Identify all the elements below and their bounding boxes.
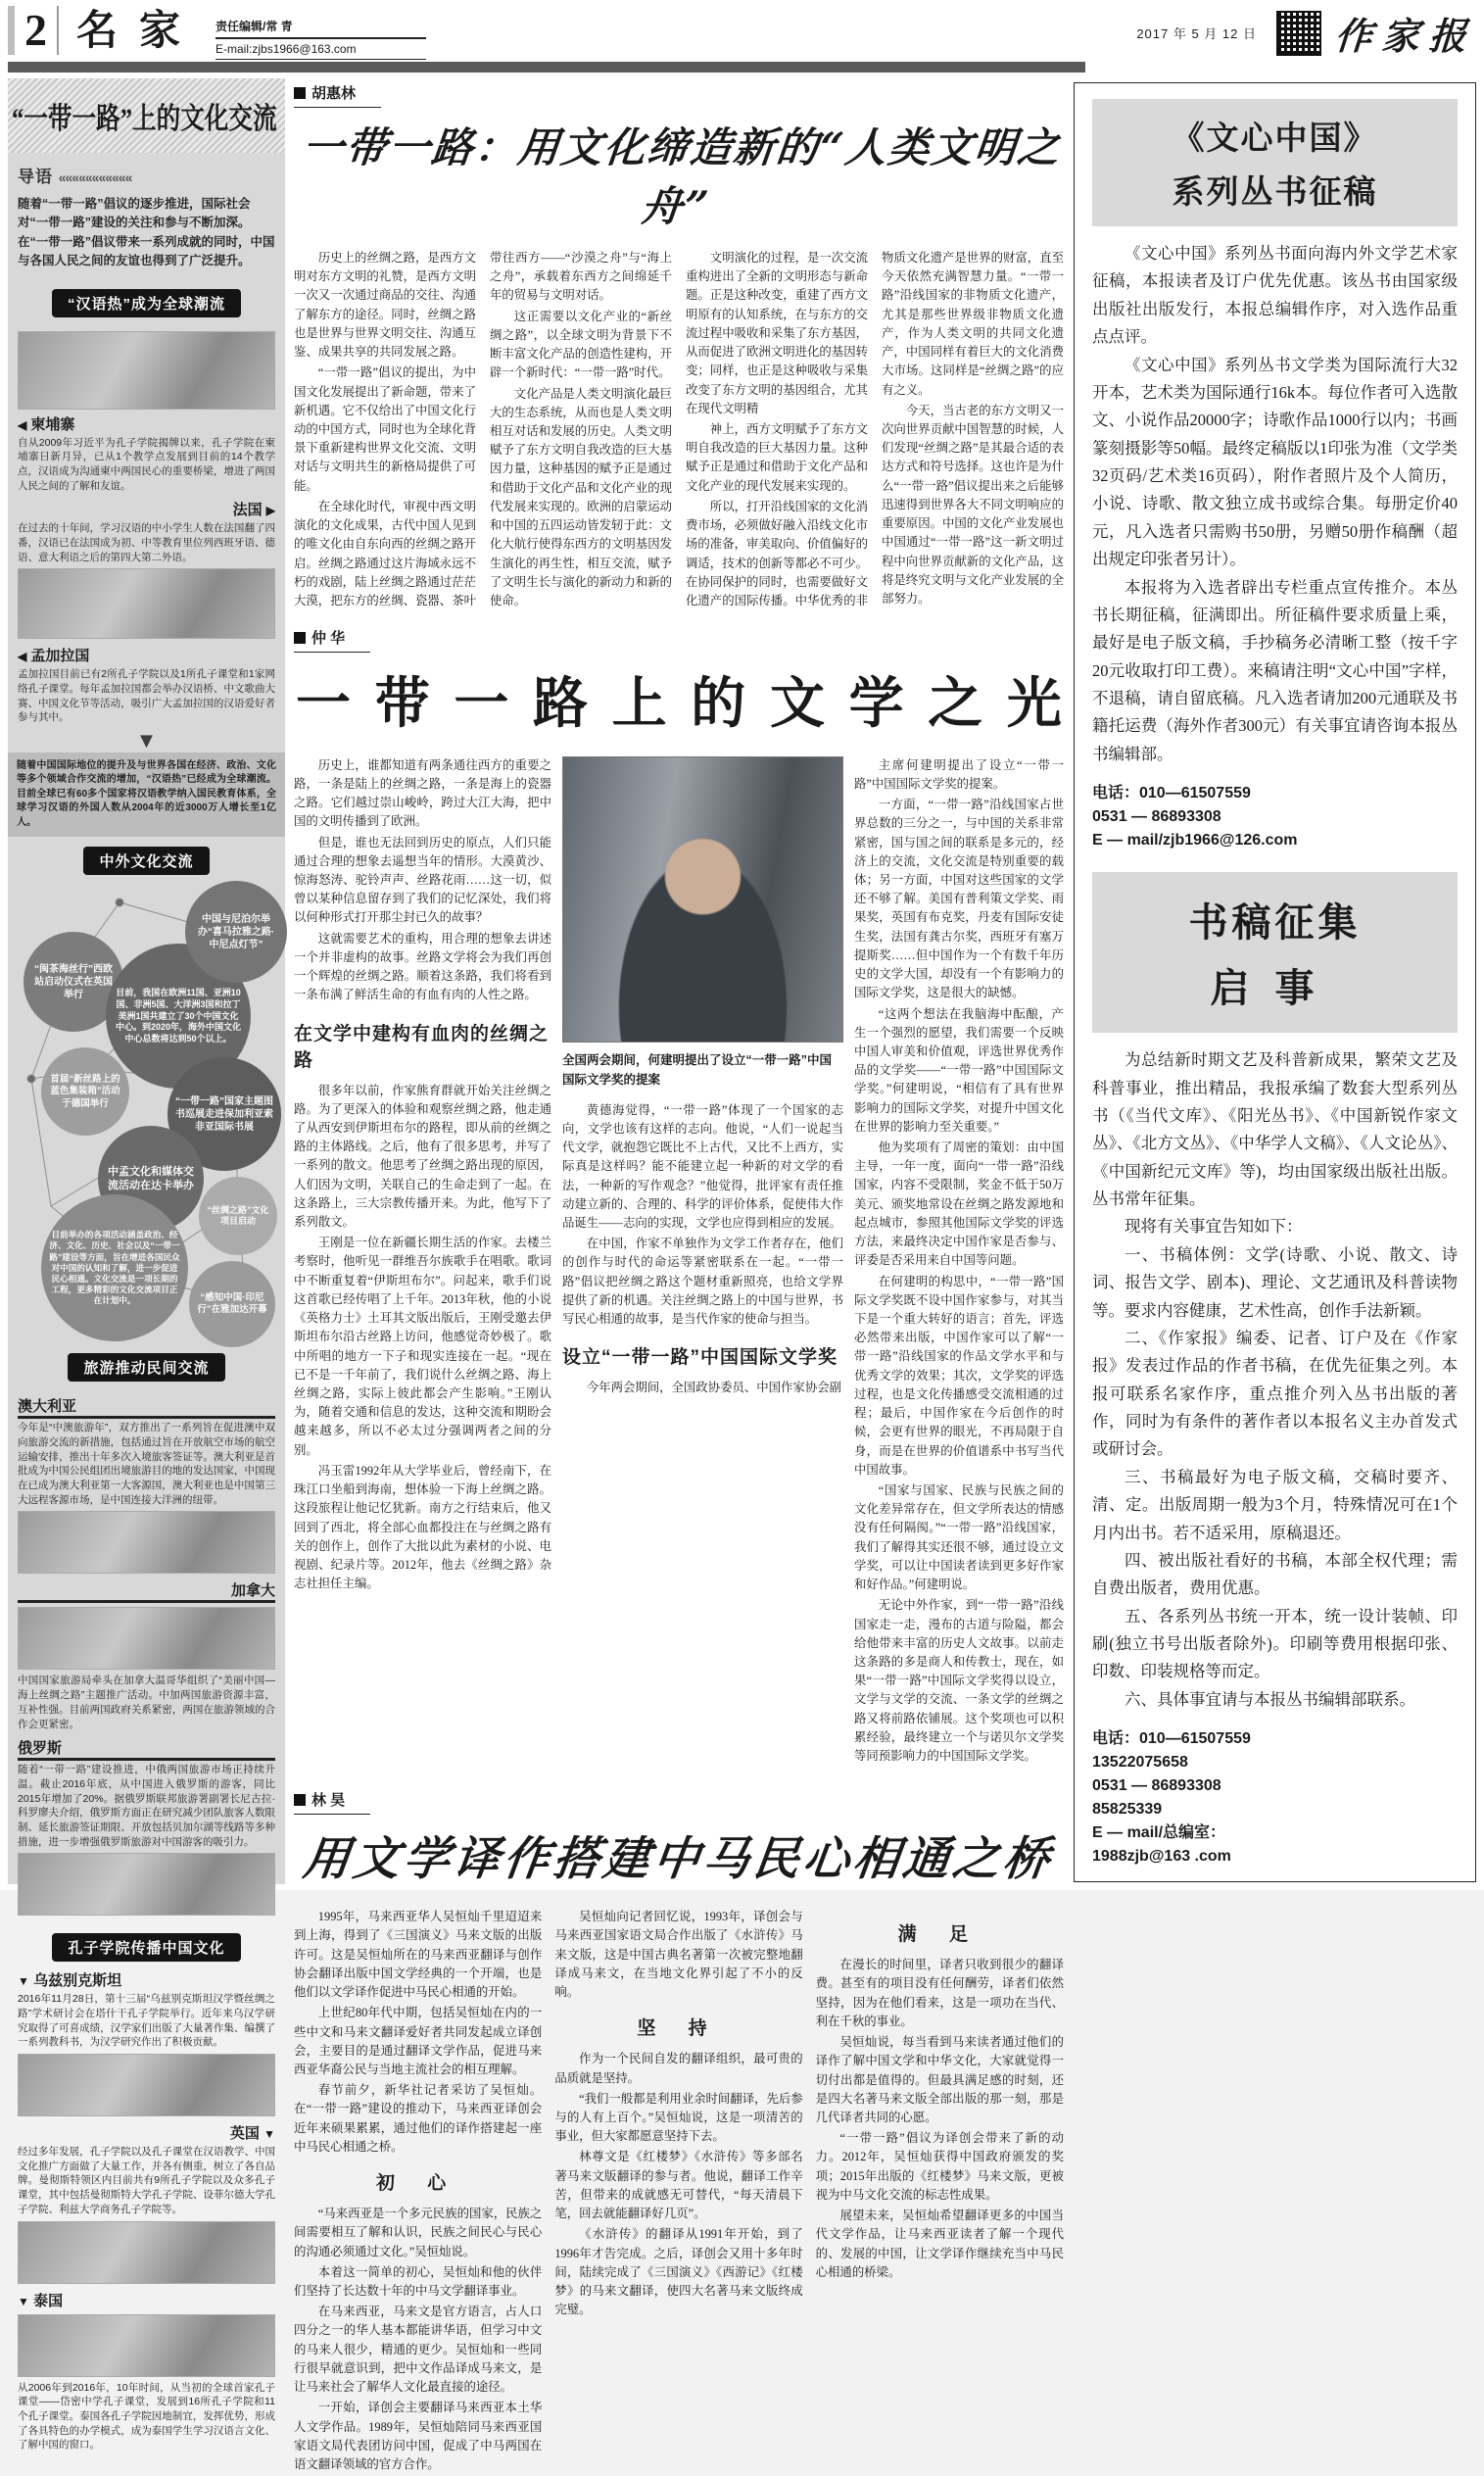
publish-date: 2017 年 5 月 12 日	[1136, 26, 1257, 41]
uzbekistan-text: 2016年11月28日，第十三届“乌兹别克斯坦汉学暨丝绸之路”学术研讨会在塔什干孔子学院举行。近年来乌汉学研究取得了可喜成绩，汉学家们出版了大量著作集、编撰了一系列教科书，为汉学研究作出了积极贡献。	[18, 1993, 275, 2049]
paragraph: “一带一路”倡议为译创会带来了新的动力。2012年，吴恒灿获得中国政府颁发的奖项；2015年出版的《红楼梦》马来文版，更被视为中马文化交流的标志性成果。	[815, 2131, 1064, 2202]
col1-body	[294, 2205, 542, 2474]
paragraph: 为总结新时期文艺及科普新成果，繁荣文艺及科普事业，推出精品，我报承编了数套大型系列丛书（《当代文库》、《阳光丛书》、《中国新锐作家文丛》、《北方文丛》、《中华学人文稿》、《人文论丛》、《中国新纪元文库》等)，均由国家级出版社出版。丛书常年征集。	[1092, 1050, 1458, 1208]
paragraph: 四、被出版社看好的书稿，本部全权代理；需自费出版者，费用优惠。	[1092, 1550, 1458, 1598]
bubble-min-tea: “闽茶海丝行”西欧站启动仪式在英国举行	[24, 932, 123, 1032]
country-russia: 俄罗斯	[18, 1737, 275, 1761]
uk-entry	[18, 2122, 275, 2283]
notice1-contact	[1092, 782, 1458, 852]
paragraph: 展望未来，吴恒灿希望翻译更多的中国当代文学作品，让马来西亚读者了解一个现代的、发展的中国，让文学译作继续充当中马民心相通的桥梁。	[815, 2209, 1064, 2279]
byline-hu-huilin	[294, 82, 381, 108]
confucius-section	[8, 1969, 285, 2452]
country-bangladesh	[18, 645, 275, 665]
article2-col3	[854, 756, 1064, 1769]
paragraph: 他为奖项有了周密的策划：由中国主导，一年一度，面向“一带一路”沿线国家，内容不受限制，奖金不低于50万美元、颁奖地常设在丝绸之路发源地和起点城市，参照其他国际文学奖的评选方法，来最终决定中国作家是否参与、评委是否采用来自中国等问题。	[854, 1141, 1064, 1268]
paragraph: 林尊文是《红楼梦》《水浒传》等多部名著马来文版翻译的参与者。他说，翻译工作辛苦，但带来的成就感无可替代，“每天清晨下笔，回去就能翻译好几页”。	[554, 2150, 803, 2221]
photo-cambodia-classroom	[18, 331, 275, 410]
header-left	[8, 6, 426, 60]
section-pill-chinese-fever: “汉语热”成为全球潮流	[52, 289, 241, 317]
headline-char: 一	[296, 671, 351, 734]
section-pill-confucius: 孔子学院传播中国文化	[52, 1933, 240, 1962]
paragraph: 文化产品是人类文明演化最巨大的生态系统，从而也是人类文明相互对话和发展的历史。人类文明赋予了东方文明自我改造的巨大基因力量，这种基因的赋予正是通过和借助于文化产品和文化产业的现代发展来实现的。欧洲的启蒙运动和中国的五四运动皆发轫于此：文化大航行使得东西方的文明基因发生演化的再生性，相互交流，赋予了文明生长与演化的新动力和新的使命。	[490, 386, 672, 607]
paragraph: 神上，西方文明赋予了东方文明自我改造的巨大基因力量。这种赋予正是通过和借助于文化产品和文化产业的现代发展来实现的。	[686, 421, 868, 493]
photo-uk-parliament	[18, 2221, 275, 2284]
col2-intro	[554, 1908, 802, 2002]
tourism-section	[8, 1389, 285, 1923]
qr-code-icon	[1276, 11, 1321, 56]
paragraph: “我们一般都是利用业余时间翻译，先后参与的人有上百个。”吴恒灿说，这是一项清苦的事业，但大家都愿意坚持下去。	[554, 2091, 803, 2144]
summary-band: 随着中国国际地位的提升及与世界各国在经济、政治、文化等多个领域合作交流的增加，“汉语热”已经成为全球潮流。目前全球已有60多个国家将汉语教学纳入国民教育体系，全球学习汉语的外国人数从2004年的近3000万人增长至1亿人。	[8, 753, 285, 838]
notice2-body	[1092, 1046, 1458, 1714]
paragraph: 一、书稿体例：文学(诗歌、小说、散文、诗词、报告文学、剧本)、理论、文艺通讯及科普读物等。要求内容健康，艺术性高，创作手法新颖。	[1092, 1244, 1458, 1320]
exchange-bubble-map	[12, 883, 281, 1343]
paragraph: 春节前夕，新华社记者采访了吴恒灿。在“一带一路”建设的推动下，马来西亚译创会近年来硕果累累，通过他们的译作搭建起一座中马民心相通之桥。	[294, 2083, 543, 2154]
paragraph: 历史上的丝绸之路，是西方文明对东方文明的礼赞，是西方文明一次又一次通过商品的交往、沟通了解东方的途径。同时，丝绸之路也是世界与世界文明交往、沟通互鉴、成果共享的共同发展之路。	[294, 251, 476, 360]
country-name: 孟加拉国	[30, 648, 90, 665]
editor-email: E-mail:zjbs1966@163.com	[215, 39, 426, 60]
headline-char: 路	[532, 671, 588, 734]
notice2-title-box	[1092, 872, 1458, 1033]
byline-lin-hao	[294, 1789, 370, 1815]
headline-char: 的	[691, 671, 746, 734]
paragraph: 五、各系列丛书统一开本，统一设计装帧、印刷(独立书号出版者除外)。印刷等费用根据印张、印数、印装规格等而定。	[1092, 1606, 1458, 1681]
bubble-silkroad-project: “丝绸之路”文化项目启动	[199, 1177, 277, 1255]
col2-part-a	[562, 1101, 843, 1330]
bangladesh-entry	[18, 645, 275, 725]
down-arrow-icon: ▼	[18, 2294, 29, 2308]
left-arrow-icon: ◀	[18, 417, 27, 432]
paragraph: 但是，谁也无法回到历史的原点，人们只能通过合理的想象去遥想当年的情形。大漠黄沙、惊海怒涛、驼铃声声、丝路花雨……这一切，似曾以某种信息留存到了我们的记忆深处，我们将以何种形式打开那尘封已久的故事？	[294, 835, 551, 925]
paragraph: 0531 — 86893308	[1092, 1777, 1221, 1795]
editor-name: 责任编辑/常 青	[215, 18, 426, 39]
paragraph: 13522075658	[1092, 1754, 1188, 1772]
australia-entry	[18, 1395, 275, 1574]
russia-entry	[18, 1737, 275, 1916]
article2-headline	[296, 660, 1062, 739]
photo-canada-vancouver	[18, 1607, 275, 1670]
paragraph: 现将有关事宜告知如下：	[1125, 1217, 1303, 1237]
paragraph: 冯玉雷1992年从大学毕业后，曾经南下，在珠江口坐船到海南，想体验一下海上丝绸之路。这段旅程让他记忆犹新。南方之行结束后，他又回到了西北，将全部心血都投注在与丝绸之路有关的创作上，创作了大批以此为素材的小说、电视剧、纪录片等。2012年，他去《丝绸之路》杂志社担任主编。	[294, 1463, 551, 1591]
bubble-book-tour: “一带一路”国家主题图书巡展走进保加利亚索非亚国际书展	[168, 1057, 281, 1171]
article2-subhead2: 设立“一带一路”中国国际文学奖	[562, 1347, 838, 1369]
notice2-title-line1: 书稿征集	[1188, 900, 1362, 946]
paragraph: 本报将为入选者辟出专栏重点宣传推介。本丛书长期征稿，征满即出。所征稿件要求质量上乘，最好是电子版文稿，手抄稿务必清晰工整（按千字20元收取打印工费）。来稿请注明“文心中国”字样，不退稿，请自留底稿。凡入选者请加200元通联及书籍托运费（海外作者300元）有关事宜请咨询本报丛书编辑部。	[1092, 577, 1458, 763]
col1-intro	[294, 1908, 542, 2157]
notice2-contact	[1092, 1727, 1458, 1869]
article3-col2	[554, 1908, 802, 2476]
headline-char: 一	[454, 671, 509, 734]
article1-headline: 一带一路：用文化缔造新的“人类文明之舟”	[300, 123, 1064, 230]
article3-subhead-jianchi: 坚 持	[637, 2018, 721, 2040]
headline-char: 学	[848, 671, 904, 734]
page-number: 2	[21, 6, 59, 55]
paragraph: 很多年以前，作家熊育群就开始关注丝绸之路。为了更深入的体验和观察丝绸之路，他走通了从西安到伊斯坦布尔的路程，即从前的丝绸之路的主体路线。之后，他有了很多思考，并写了一系列的散文。他思考了丝绸之路出现的原因，人们因为文明，关联自己的生命走到了一起。在这条路上，三大宗教传播开来。为此，他写下了系列散文。	[294, 1083, 551, 1230]
paragraph: 六、具体事宜请与本报丛书编辑部联系。	[1125, 1689, 1415, 1709]
lead-arrows-icon: «««««««««««	[58, 170, 132, 185]
country-france	[18, 499, 275, 519]
bangladesh-text: 孟加拉国目前已有2所孔子学院以及1所孔子课堂和1家网络孔子课堂。每年孟加拉国都会举办汉语桥、中文歌曲大赛、中国文化节等活动，吸引广大孟加拉国的汉语爱好者参与其中。	[18, 668, 275, 724]
paragraph: 电话：010—61507559	[1092, 1730, 1251, 1748]
paragraph: 吴恒灿说，每当看到马来读者通过他们的译作了解中国文学和中华文化，大家就觉得一切付出都是值得的。但最具满足感的时刻，还是四大名著马来文版全部出版的那一刻，那是几代译者共同的心愿。	[815, 2035, 1064, 2124]
infographic-title-block	[8, 78, 285, 153]
paragraph: E — mail/zjb1966@126.com	[1092, 832, 1298, 850]
country-name: 英国	[229, 2125, 260, 2143]
canada-text: 中国国家旅游局牵头在加拿大温哥华组织了“美丽中国—海上丝绸之路”主题推广活动。中加两国旅游资源丰富，互补性强。目前两国政府关系紧密，两国在旅游领域的合作会更紧密。	[18, 1675, 275, 1730]
paragraph: 在全球化时代，审视中西文明演化的文化成果，古代中国人见到的唯文化由自东向西的丝绸之路开启。丝绸之路通过这片海域永远不朽的戏剧，陆上丝绸之路通过茫茫大漠，把东方的丝绸、瓷器、茶叶带往西方——“沙漠之舟”与“海上之舟”，承载着东西方之间绵延千年的贸易与文明对话。	[294, 251, 672, 607]
section-pill-tourism: 旅游推动民间交流	[68, 1353, 224, 1382]
uk-text: 经过多年发展，孔子学院以及孔子课堂在汉语教学、中国文化推广方面做了大量工作，并各有侧重，树立了各自品牌。曼彻斯特领区内目前共有9所孔子学院以及众多孔子课堂，其中包括曼彻斯特大学孔子学院、设菲尔德大学孔子学院、利兹大学商务孔子学院等。	[18, 2146, 275, 2215]
country-cambodia	[18, 413, 275, 434]
paragraph: “国家与国家、民族与民族之间的文化差异常存在，但文学所表达的情感没有任何隔阂。”“一带一路”沿线国家，我们了解得其实还很不够，通过设立文学奖，可以让中国读者读到更多好作家和好作品。”何建明说。	[854, 1482, 1064, 1592]
paragraph: 在漫长的时间里，译者只收到很少的翻译费。甚至有的项目没有任何酬劳，译者们依然坚持，因为在他们看来，这是一项功在当代、利在千秋的事业。	[815, 1958, 1064, 2028]
edge-strip	[8, 6, 15, 55]
country-uk	[18, 2122, 275, 2143]
paragraph: “这两个想法在我脑海中酝酿，产生一个强烈的愿望，我们需要一个反映中国人审美和价值观，评选世界优秀作品的文学奖——“一带一路”中国国际文学奖。”何建明说，“相信有了具有世界影响力的国际文学奖，对提升中国文化在世界的影响力至关重要。”	[854, 1006, 1064, 1134]
header-right	[1136, 6, 1476, 60]
article2-col2	[562, 756, 843, 1769]
article3-col1	[294, 1908, 542, 2476]
paragraph: 1995年，马来西亚华人吴恒灿千里迢迢来到上海，得到了《三国演义》马来文版的出版许可。这是吴恒灿所在的马来西亚翻译与创作协会翻译出版中国文学经典的一个开端，也是他们以文学译作促进中马民心相通的开始。	[294, 1910, 543, 2000]
country-name: 乌兹别克斯坦	[33, 1972, 122, 1990]
photo-he-jianming	[562, 756, 843, 1043]
section-pill-cultural-exchange: 中外文化交流	[83, 847, 209, 875]
country-canada: 加拿大	[18, 1579, 275, 1603]
cambodia-entry	[18, 331, 275, 494]
photo-france-students	[18, 568, 275, 639]
country-uzbekistan	[18, 1969, 275, 1990]
paragraph: 一方面，“一带一路”沿线国家占世界总数的三分之一，与中国的关系非常紧密，国与国之间的联系是多元的，经济上的交流，文化交流是特别重要的载体；另一方面，中国对这些国家的文学还不够了解。美国有普利策文学奖、雨果奖，英国有布克奖，丹麦有国际安徒生奖，法国有龚古尔奖，西班牙有塞万提斯奖……但中国作为一个有数千年历史的文学大国，却没有一个有影响力的国际文学奖，这是很大的缺憾。	[854, 798, 1064, 1000]
paragraph: E — mail/总编室：	[1092, 1824, 1226, 1842]
photo-thailand-temple	[18, 2314, 275, 2377]
headline-char: 文	[769, 671, 825, 734]
paragraph: 这正需要以文化产业的“新丝绸之路”，以全球文明为背景下不断丰富文化产品的创造性建构，开辟一个新时代：“一带一路”时代。	[490, 309, 672, 380]
byline-square-icon	[294, 1794, 306, 1806]
paragraph: 作为一个民间自发的翻译组织，最可贵的品质就是坚持。	[554, 2052, 803, 2085]
timeline-down-arrow-icon: ▼	[135, 728, 158, 753]
bubble-blue-container: 首届“新丝路上的蓝色集装箱”活动于德国举行	[41, 1047, 129, 1136]
left-arrow-icon: ◀	[18, 650, 27, 664]
headline-char: 光	[1006, 671, 1062, 734]
paragraph: 无论中外作家，到“一带一路”沿线国家走一走，漫布的古道与险隘，都会给他带来丰富的历史人文故事。以前走这条路的多是商人和传教士，现在，如果“一带一路”中国际文学奖得以设立，文学与文学的交流、一条文学的丝绸之路又将前路依铺展。这个奖项也可以积累经验，最终建立一个与诺贝尔文学奖等同预影响力的中国国际文学奖。	[854, 1598, 1064, 1764]
article-literature-light	[294, 627, 1064, 1769]
article1-body	[294, 249, 1064, 611]
byline-zhong-hua	[294, 627, 370, 653]
australia-text: 今年是“中澳旅游年”，双方推出了一系列旨在促进澳中双向旅游交流的新措施，包括通过旨在开放航空市场的航空运输安排，推出十年多次入境旅客签证等。澳大利亚是首批成为中国公民组团出境旅游目的地的发达国家，中国现在已成为澳大利亚第一大客源国，澳大利亚也是中国第三大远程客源市场，是中国连接大洋洲的纽带。	[18, 1422, 275, 1506]
paragraph: 一开始，译创会主要翻译马来西亚本土华人文学作品。1989年，吴恒灿陪同马来西亚国家语文局代表团访问中国，促成了中马两国在语文翻译领域的官方合作。	[294, 2401, 543, 2471]
france-text: 在过去的十年间，学习汉语的中小学生人数在法国翻了四番，汉语已在法国成为初、中等教育里位列西班牙语、德语、意大利语之后的第四大第二外语。	[18, 522, 275, 563]
paragraph: 二、《作家报》编委、记者、订户及在《作家报》发表过作品的作者书稿，在优先征集之列。本报可联系名家作序，重点推介列入丛书出版的著作，同时为有条件的著作者以本报名义主办首发式或研讨会。	[1092, 1328, 1458, 1459]
col1-part-a	[294, 756, 551, 1005]
paragraph: 今天，当古老的东方文明又一次向世界贡献中国智慧的时候，人们发现“丝绸之路”是其最合适的表达方式和符号选择。这也许是为什么“一带一路”倡议提出来之后能够迅速得到世界各大不同文明响应的重要原因。中国的文化产业发展也中国通过“一带一路”这一新文明过程中向世界贡献新的文化产品，这将是终究文明与文化产业发展的全部努力。	[882, 403, 1064, 606]
country-name: 法国	[232, 502, 263, 519]
masthead-title: 作家报	[1333, 17, 1478, 58]
article-malaysia-translation	[294, 1789, 1064, 2476]
article3-col3	[816, 1908, 1064, 2476]
country-thailand	[18, 2290, 275, 2310]
section-name: 名家	[76, 9, 203, 54]
russia-text: 随着“一带一路”建设推进，中俄两国旅游市场正持续升温。截止2016年底，从中国进入俄罗斯的游客，同比2015年增加了20%。据俄罗斯联邦旅游署副署长尼古拉·科罗廖夫介绍，俄罗斯方面正在研究减少团队旅客人数限制、延长旅游签证期限、开放包括贝加尔湖等线路等多种措施，进一步增强俄罗斯旅游对中国游客的吸引力。	[18, 1764, 275, 1848]
bubble-nepal-festival: 中国与尼泊尔举办“喜马拉雅之路·中尼点灯节”	[185, 881, 287, 983]
paragraph: 在中国，作家不单独作为文学工作者存在，他们的创作与时代的命运等紧密联系在一起。“一带一路”倡议把丝绸之路这个题材重新照亮，也给文学界提供了新的机遇。关注丝绸之路上的中国与世界，书写民心相通的故事，是当代作家的使命与担当。	[562, 1237, 843, 1327]
paragraph: 历史上，谁都知道有两条通往西方的重要之路，一条是陆上的丝绸之路，一条是海上的瓷器之路。它们越过崇山峻岭，跨过大江大海，把中国的文明传播到了欧洲。	[294, 757, 551, 829]
right-arrow-icon: ▶	[265, 504, 275, 518]
photo-caption: 全国两会期间，何建明提出了设立“一带一路”中国国际文学奖的提案	[562, 1052, 833, 1087]
photo-uzbekistan-registan	[18, 2054, 275, 2116]
canada-entry	[18, 1579, 275, 1731]
notice1-title-line2: 系列丛书征稿	[1172, 175, 1378, 211]
infographic-title: “一带一路”上的文化交流	[12, 103, 277, 135]
paragraph: 85825339	[1092, 1801, 1163, 1819]
col2-part-b	[562, 1379, 843, 1397]
france-entry	[18, 499, 275, 639]
lead-text: 随着“一带一路”倡议的逐步推进，国际社会对“一带一路”建设的关注和参与不断加深。在“一带一路”倡议带来一系列成就的同时，中国与各国人民之间的友谊也得到了广泛提升。	[18, 197, 275, 268]
down-arrow-icon: ▼	[18, 1974, 29, 1989]
article3-subhead-manzu: 满 足	[897, 1924, 981, 1946]
notice1-body	[1092, 240, 1458, 768]
article3-subhead-chuxin: 初 心	[376, 2173, 460, 2195]
bubble-activities-summary: 目前举办的各项活动涵盖政治、经济、文化、历史、社会以及“一带一路”建设等方面，旨在增进各国民众对中国的认知和了解，进一步促进民心相通。文化交流是一项长期的工程，更多精彩的文化交流项目正在计划中。	[41, 1194, 188, 1341]
paragraph: 王刚是一位在新疆长期生活的作家。去楼兰考察时，他听见一群维吾尔族歌手在唱歌。歌词中不断重复着“伊斯坦布尔”。问起来，歌手们说这首歌已经传唱了上千年。2013年秋，他的小说《英格力士》土耳其文版出版后，王刚受邀去伊斯坦布尔沿古丝路上访问，他感觉奇妙极了。歌中所唱的地方一下子和现实连接在一起。“现在已不是一千年前了，我们说什么丝绸之路、海上丝绸之路，实际上彼此都会产生影响。”王刚认为，随着交通和信息的发达，这种交流和期盼会越来越多，所以不必太过分强调两者之间的分别。	[294, 1236, 551, 1457]
bubble-perceive-china-indonesia: “感知中国·印尼行”在雅加达开幕	[189, 1261, 275, 1347]
author-name: 林 昊	[311, 1792, 346, 1810]
paragraph: 上世纪80年代中期，包括吴恒灿在内的一些中文和马来文翻译爱好者共同发起成立译创会，主要目的是通过翻译文学作品，促进马来西亚华裔公民与当地主流社会的相互理解。	[294, 2006, 543, 2076]
paragraph: 今年两会期间，全国政协委员、中国作家协会副	[586, 1381, 841, 1395]
paragraph: 在何建明的构思中，“一带一路”国际文学奖既不设中国作家参与，对其当下是一个重大转好的语言；首先，评选必然带来出版，中国作家可以了解“一带一路”沿线国家的作品文学水平和与优秀文学的效果；其次，文学奖的评选过程，也是文化传播感受交流相通的过程；最后，中国作家在今后创作的时候，会更有世界的眼光，不再局限于自身，而是在世界的价值谱系中书写当代中国故事。	[854, 1274, 1064, 1477]
paragraph: 在马来西亚，马来文是官方语言，占人口四分之一的华人基本都能讲华语，但学习中文的马来人很少，精通的更少。吴恒灿和一些同行很早就意识到，把中文作品译成马来文，是让马来社会了解华人文化最直接的途径。	[294, 2305, 543, 2395]
country-name: 泰国	[33, 2292, 64, 2309]
paragraph: 吴恒灿向记者回忆说，1993年，译创会与马来西亚国家语文局合作出版了《水浒传》马来文版，这是中国古典名著第一次被完整地翻译成马来文，在当地文化界引起了不小的反响。	[554, 1910, 803, 2000]
headline-char: 上	[611, 671, 667, 734]
paragraph: 1988zjb@163 .com	[1092, 1848, 1231, 1866]
byline-square-icon	[294, 87, 306, 99]
editor-block	[215, 6, 426, 60]
paragraph: 0531 — 86893308	[1092, 808, 1221, 826]
country-name: 柬埔寨	[30, 415, 75, 433]
lead-label-text: 导语	[18, 168, 53, 186]
paragraph: 主席何建明提出了设立“一带一路”中国国际文学奖的提案。	[854, 757, 1064, 791]
paragraph: 这就需要艺术的重构，用合理的想象去讲述一个并非虚构的故事。丝路文学将会为我们再创一个辉煌的丝绸之路。顺着这条路，我们将看到一条布满了鲜活生命的有血有肉的人性之路。	[294, 931, 551, 1002]
lead-label	[18, 163, 275, 187]
article2-columns	[294, 756, 1064, 1769]
lead-block	[8, 153, 285, 279]
byline-square-icon	[294, 632, 306, 644]
bubble-china-bangladesh-media: 中孟文化和媒体交流活动在达卡举办	[98, 1126, 204, 1232]
author-name: 仲 华	[311, 629, 346, 647]
right-notices-panel	[1074, 82, 1476, 1882]
paragraph: 所以，打开沿线国家的文化消费市场，必须做好融入沿线文化市场的准备，审美取向、价值偏好的调适，技术的创新等都必不可少。在协同保护的同时，也需要做好文化遗产的国际传播。中华优秀的非物质文化遗产是世界的财富，直至今天依然充满智慧力量。“一带一路”沿线国家的非物质文化遗产，尤其是那些世界级非物质文化遗产，作为人类文明的共同文化遗产，中国同样有着巨大的文化消费大市场。这同样是“丝绸之路”的应有之义。	[686, 251, 1064, 607]
cambodia-text: 自从2009年习近平为孔子学院揭牌以来，孔子学院在柬埔寨日新月异，已从1个教学点发展到目前的14个教学点，汉语成为沟通柬中两国民心的重要桥梁，增进了两国人民之间的了解和友谊。	[18, 436, 275, 492]
chinese-fever-section	[8, 325, 285, 753]
article-belt-road-culture	[294, 82, 1064, 611]
notice1-title-line1: 《文心中国》	[1172, 121, 1378, 157]
photo-russia-stbasil	[18, 1853, 275, 1916]
header-divider-bar	[8, 62, 1085, 73]
paragraph: 本着这一简单的初心，吴恒灿和他的伙伴们坚持了长达数十年的中马文学翻译事业。	[294, 2264, 543, 2298]
article2-subhead1: 在文学中建构有血肉的丝绸之路	[294, 1023, 550, 1071]
notice1-title-box	[1092, 99, 1458, 226]
paragraph: 《文心中国》系列丛书文学类为国际流行大32开本，艺术类为国际通行16k本。每位作者可入选散文、小说作品20000字；诗歌作品1000行以内；书画篆刻摄影等50幅。最终定稿版以1印张为准（文学类32页码/艺术类16页码），附作者照片及个人简历，小说、诗歌、散文独立成书或综合集。每册定价40元，凡入选者只需购书50册，另赠50册作稿酬（超出规定印张者另计）。	[1092, 355, 1458, 569]
left-infographic-panel	[8, 78, 285, 2452]
col3-paragraphs	[854, 756, 1064, 1767]
author-name: 胡惠林	[311, 85, 357, 102]
paragraph: 《文心中国》系列丛书面向海内外文学艺术家征稿，本报读者及订户优先优惠。该丛书由国家级出版社出版发行，本报总编辑作序，对入选作品重点点评。	[1092, 244, 1458, 347]
paragraph: “一带一路”倡议的提出，为中国文化发展提出了新命题，带来了新机遇。它不仅给出了中国文化行动的中国方式，同时也为全球化背景下重新建构世界文化交流、文明对话与文明共生的新格局提供了可能。	[294, 365, 476, 493]
main-articles-area	[294, 82, 1064, 2476]
country-australia: 澳大利亚	[18, 1395, 275, 1419]
headline-char: 之	[928, 671, 983, 734]
bubble-culture-centers: 目前，我国在欧洲11国、亚洲10国、非洲5国、大洋洲3国和拉丁美洲1国共建立了30个中国文化中心。到2020年，海外中国文化中心总数将达到50个以上。	[106, 944, 251, 1089]
article3-columns	[294, 1908, 1064, 2476]
paragraph: 文明演化的过程，是一次交流重构进出了全新的文明形态与新命题。正是这种改变，重建了西方文明原有的认知系统，在与东方的交流过程中吸收和采集了东方基因，从而促进了欧洲文明进化的基因转变；同样，也正是这种吸收与采集改变了东方文明的基因组合，尤其在现代文明精	[686, 251, 868, 415]
thailand-entry	[18, 2290, 275, 2452]
paragraph: 三、书稿最好为电子版文稿，交稿时要齐、清、定。出版周期一般为3个月，特殊情况可在1个月内出书。若不适采用，原稿退还。	[1092, 1467, 1458, 1542]
photo-australia-panda	[18, 1511, 275, 1574]
paragraph: 《水浒传》的翻译从1991年开始，到了1996年才告完成。之后，译创会又用十多年时间，陆续完成了《三国演义》《西游记》《红楼梦》的马来文翻译，使四大名著马来文版终成完璧。	[554, 2227, 803, 2317]
paragraph: 电话：010—61507559	[1092, 785, 1251, 802]
down-arrow-icon: ▼	[263, 2127, 275, 2142]
col3-body	[816, 1956, 1064, 2282]
notice2-title-line2: 启事	[1210, 966, 1340, 1011]
paragraph: 黄德海觉得，“一带一路”体现了一个国家的志向，文学也该有这样的志向。他说，“人们一说起当代文学，就抱怨它既比不上古代，又比不上西方，实际真是这样吗？能不能建立起一种新的对文学的看法，一种新的写作观念？”他觉得，批评家有责任推动建立新的、合理的、科学的评价体系，促使伟大作品诞生——志向的实现，文学也应得到相应的发展。	[562, 1102, 843, 1230]
article2-col1	[294, 756, 551, 1769]
uzbekistan-entry	[18, 1969, 275, 2116]
article3-headline: 用文学译作搭建中马民心相通之桥	[300, 1832, 1057, 1887]
headline-char: 带	[374, 671, 430, 734]
page-header	[8, 6, 1476, 59]
paragraph: “马来西亚是一个多元民族的国家，民族之间需要相互了解和认识，民族之间民心与民心的沟通必须通过文化。”吴恒灿说。	[294, 2207, 543, 2258]
col1-part-b	[294, 1082, 551, 1594]
col2-body	[554, 2050, 802, 2319]
thailand-text: 从2006年到2016年，10年时间，从当初的全球首家孔子课堂——岱密中学孔子课堂，发展到16所孔子学院和11个孔子课堂。泰国各孔子学院因地制宜，发挥优势，形成了各具特色的办学模式，成为泰国学生学习汉语言文化、了解中国的窗口。	[18, 2381, 275, 2452]
